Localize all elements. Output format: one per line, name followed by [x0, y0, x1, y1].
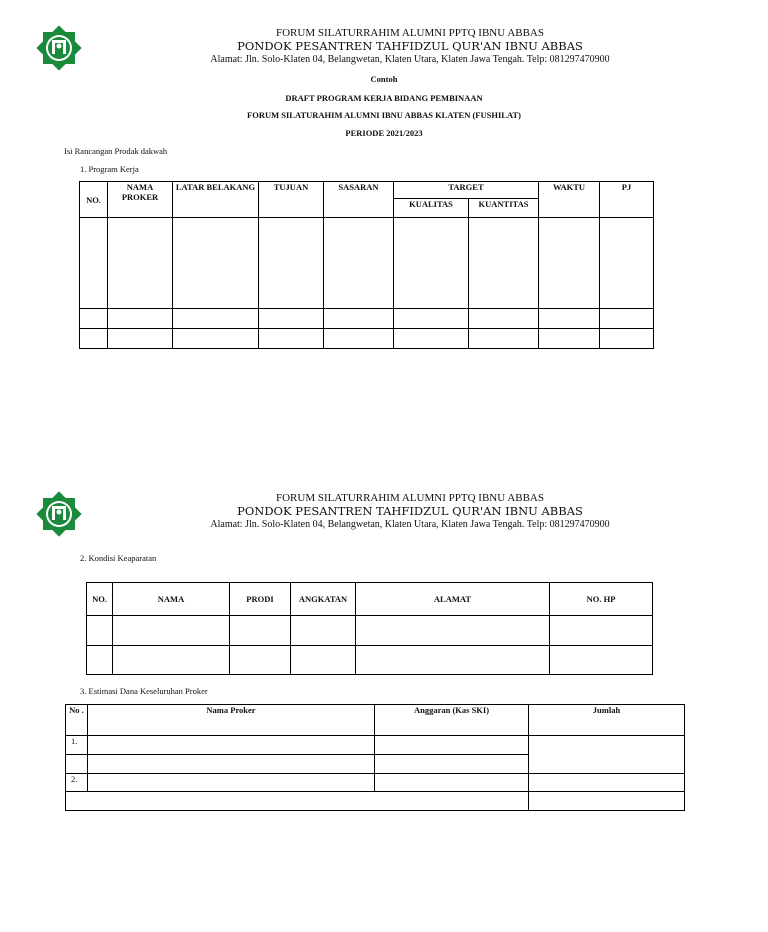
- col-prodi: PRODI: [230, 583, 291, 616]
- table-row: [87, 616, 653, 646]
- col-alamat: ALAMAT: [356, 583, 550, 616]
- table-row: [87, 646, 653, 675]
- table-row: [80, 329, 654, 349]
- header-line2: PONDOK PESANTREN TAHFIDZUL QUR'AN IBNU ABBAS: [237, 39, 583, 53]
- col-sasaran: SASARAN: [324, 182, 394, 218]
- title-periode: PERIODE 2021/2023: [345, 128, 423, 138]
- col-no: NO.: [80, 182, 108, 218]
- col-jumlah: Jumlah: [529, 705, 685, 736]
- header-address: Alamat: Jln. Solo-Klaten 04, Belangwetan, Klaten Utara, Klaten Jawa Tengah. Telp: 081297470900: [210, 54, 610, 65]
- col-latar-belakang: LATAR BELAKANG: [173, 182, 259, 218]
- title-forum: FORUM SILATURAHIM ALUMNI IBNU ABBAS KLATEN (FUSHILAT): [247, 110, 521, 120]
- row-number: 1.: [66, 736, 88, 755]
- col-waktu: WAKTU: [539, 182, 600, 218]
- logo-icon: [33, 22, 85, 74]
- section2-label: 2. Kondisi Keaparatan: [80, 553, 157, 563]
- row-number: 2.: [66, 774, 88, 792]
- header-line1: FORUM SILATURRAHIM ALUMNI PPTQ IBNU ABBAS: [275, 492, 544, 504]
- table-row: [80, 309, 654, 329]
- letterhead-second: [150, 492, 670, 531]
- header-address: Alamat: Jln. Solo-Klaten 04, Belangwetan, Klaten Utara, Klaten Jawa Tengah. Telp: 081297470900: [210, 519, 610, 530]
- col-kuantitas: KUANTITAS: [469, 199, 539, 218]
- col-anggaran: Anggaran (Kas SKI): [375, 705, 529, 736]
- section1-label: 1. Program Kerja: [80, 164, 139, 174]
- title-draft: DRAFT PROGRAM KERJA BIDANG PEMBINAAN: [285, 93, 483, 103]
- program-kerja-table: [79, 181, 654, 349]
- table-row: [66, 792, 685, 811]
- col-pj: PJ: [600, 182, 654, 218]
- col-kualitas: KUALITAS: [394, 199, 469, 218]
- estimasi-dana-table: [65, 704, 685, 811]
- logo-icon: [33, 488, 85, 540]
- header-line2: PONDOK PESANTREN TAHFIDZUL QUR'AN IBNU ABBAS: [237, 504, 583, 518]
- col-tujuan: TUJUAN: [259, 182, 324, 218]
- col-angkatan: ANGKATAN: [291, 583, 356, 616]
- col-no: NO.: [87, 583, 113, 616]
- table-row: [66, 736, 685, 755]
- header-line1: FORUM SILATURRAHIM ALUMNI PPTQ IBNU ABBAS: [275, 27, 544, 39]
- col-nama-proker: Nama Proker: [88, 705, 375, 736]
- col-nama: NAMA: [113, 583, 230, 616]
- table-row: [66, 774, 685, 792]
- title-contoh: Contoh: [370, 74, 398, 84]
- section3-label: 3. Estimasi Dana Keseluruhan Proker: [80, 686, 208, 696]
- col-target: TARGET: [394, 182, 539, 199]
- keaparatan-table: [86, 582, 653, 675]
- table-row: [80, 218, 654, 309]
- col-no: No .: [66, 705, 88, 736]
- intro-text: Isi Rancangan Prodak dakwah: [64, 146, 168, 156]
- col-nohp: NO. HP: [550, 583, 653, 616]
- col-nama-proker: NAMA PROKER: [108, 182, 173, 218]
- letterhead-top: [150, 27, 670, 66]
